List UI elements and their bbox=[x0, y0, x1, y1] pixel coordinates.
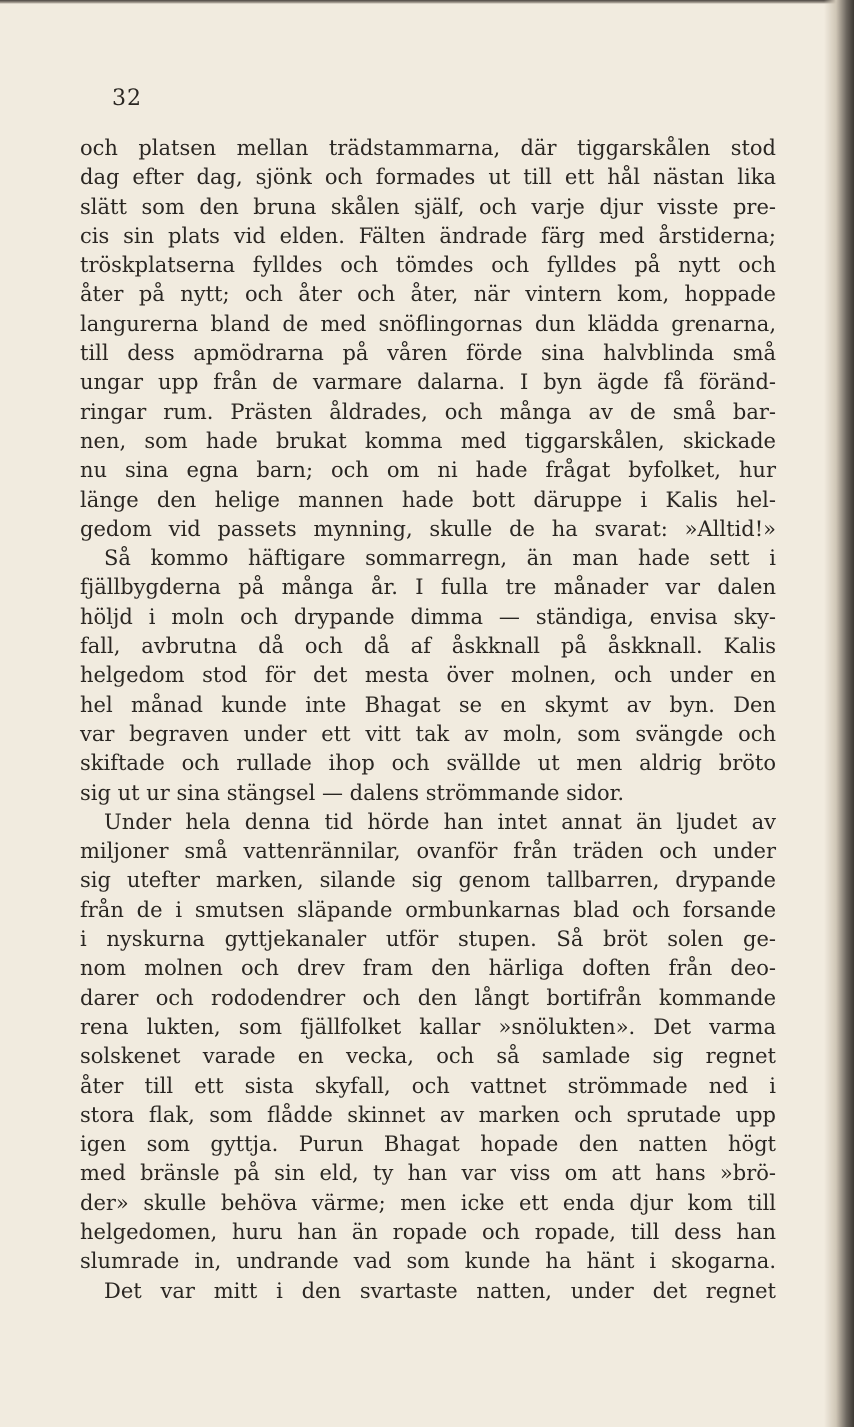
text-line: och platsen mellan trädstammarna, där tiggarskålen stod bbox=[80, 136, 776, 160]
text-line: höljd i moln och drypande dimma — ständiga, envisa sky- bbox=[80, 604, 776, 629]
text-line: ringar rum. Prästen åldrades, och många av de små bar- bbox=[80, 399, 776, 424]
text-line: stora flak, som flådde skinnet av marken och sprutade upp bbox=[80, 1102, 776, 1127]
text-line: slätt som den bruna skålen själf, och varje djur visste pre- bbox=[80, 194, 776, 219]
text-line: till dess apmödrarna på våren förde sina halvblinda små bbox=[80, 341, 776, 366]
text-line: nom molnen och drev fram den härliga doften från deo- bbox=[80, 956, 776, 981]
text-line: tröskplatserna fylldes och tömdes och fylldes på nytt och bbox=[80, 253, 776, 278]
text-line: solskenet varade en vecka, och så samlade sig regnet bbox=[80, 1044, 776, 1069]
text-line: dag efter dag, sjönk och formades ut till ett hål nästan lika bbox=[80, 165, 776, 190]
text-line: gedom vid passets mynning, skulle de ha svarat: »Alltid!» bbox=[80, 516, 776, 541]
page-number: 32 bbox=[112, 86, 142, 111]
text-line: var begraven under ett vitt tak av moln, som svängde och bbox=[80, 721, 776, 746]
text-line: från de i smutsen släpande ormbunkarnas blad och forsande bbox=[80, 897, 776, 922]
text-line: der» skulle behöva värme; men icke ett enda djur kom till bbox=[80, 1190, 776, 1215]
text-line: Det var mitt i den svartaste natten, under det regnet bbox=[104, 1278, 776, 1303]
text-line: åter på nytt; och åter och åter, när vintern kom, hoppade bbox=[80, 282, 776, 307]
text-line: miljoner små vattenrännilar, ovanför från träden och under bbox=[80, 839, 776, 864]
text-line: slumrade in, undrande vad som kunde ha hänt i skogarna. bbox=[80, 1249, 776, 1274]
text-line: skiftade och rullade ihop och svällde ut men aldrig bröto bbox=[80, 751, 776, 776]
text-line: Så kommo häftigare sommarregn, än man hade sett i bbox=[104, 546, 776, 571]
text-line: darer och rododendrer och den långt bortifrån kommande bbox=[80, 985, 776, 1010]
book-spine-shadow bbox=[824, 0, 854, 1427]
text-line: helgedomen, huru han än ropade och ropade, till dess han bbox=[80, 1219, 776, 1244]
text-line: langurerna bland de med snöflingornas dun klädda grenarna, bbox=[80, 311, 776, 336]
text-line: fjällbygderna på många år. I fulla tre månader var dalen bbox=[80, 575, 776, 600]
text-line: sig ut ur sina stängsel — dalens strömmande sidor. bbox=[80, 780, 625, 805]
text-line: med bränsle på sin eld, ty han var viss om att hans »brö- bbox=[80, 1161, 776, 1186]
page-top-edge bbox=[0, 0, 854, 4]
text-line: sig utefter marken, silande sig genom tallbarren, drypande bbox=[80, 868, 776, 893]
text-line: ungar upp från de varmare dalarna. I byn ägde få föränd- bbox=[80, 370, 776, 395]
text-line: rena lukten, som fjällfolket kallar »snölukten». Det varma bbox=[80, 1014, 776, 1039]
text-line: igen som gyttja. Purun Bhagat hopade den natten högt bbox=[80, 1132, 776, 1157]
text-line: hel månad kunde inte Bhagat se en skymt av byn. Den bbox=[80, 692, 776, 717]
text-line: cis sin plats vid elden. Fälten ändrade färg med årstiderna; bbox=[80, 223, 776, 248]
text-line: nu sina egna barn; och om ni hade frågat byfolket, hur bbox=[80, 458, 776, 483]
text-line: fall, avbrutna då och då af åskknall på åskknall. Kalis bbox=[80, 634, 776, 659]
text-line: länge den helige mannen hade bott däruppe i Kalis hel- bbox=[80, 487, 776, 512]
text-line: helgedom stod för det mesta över molnen, och under en bbox=[80, 663, 776, 688]
text-line: i nyskurna gyttjekanaler utför stupen. Så bröt solen ge- bbox=[80, 927, 776, 952]
text-line: Under hela denna tid hörde han intet annat än ljudet av bbox=[104, 809, 776, 834]
body-text bbox=[80, 134, 776, 1306]
text-line: nen, som hade brukat komma med tiggarskålen, skickade bbox=[80, 428, 776, 453]
text-line: åter till ett sista skyfall, och vattnet strömmade ned i bbox=[80, 1073, 776, 1098]
